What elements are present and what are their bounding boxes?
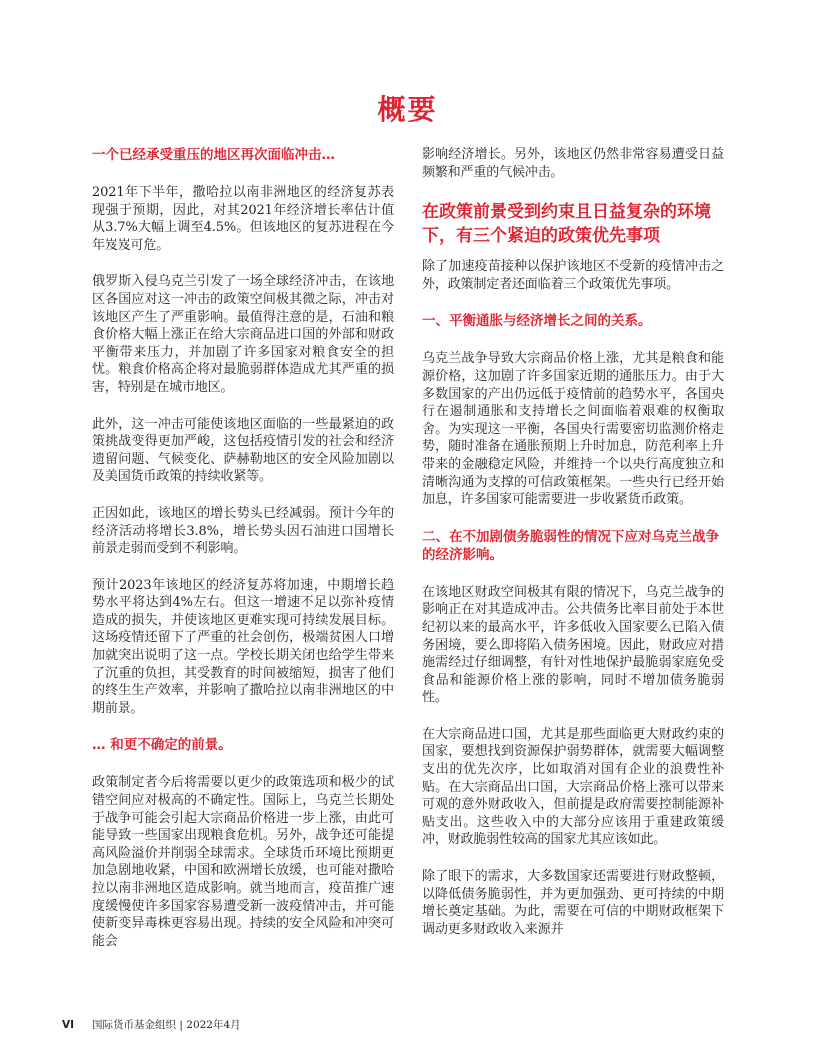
paragraph-2023-outlook: 预计2023年该地区的经济复苏将加速，中期增长趋势水平将达到4%左右。但这一增速不足以弥补疫情造成的损失，并使该地区更难实现可持续发展目标。这场疫情还留下了严重的社会创伤，极端贫困人口增加就突出说明了这一点。学校长期关闭也给学生带来了沉重的负担，其受教育的时间被缩短，损害了他们的终生生产效率，并影响了撒哈拉以南非洲地区的中期前景。 — [92, 577, 394, 716]
section-heading-pressure: 一个已经承受重压的地区再次面临冲击… — [92, 147, 335, 163]
right-column — [422, 146, 724, 957]
footer-publication: 国际货币基金组织 | 2022年4月 — [92, 1019, 241, 1031]
paragraph-recovery: 2021年下半年，撒哈拉以南非洲地区的经济复苏表现强于预期，因此，对其2021年经济增长率估计值从3.7%大幅上调至4.5%。但该地区的复苏进程在今年岌岌可危。 — [92, 185, 394, 253]
section-heading-priorities: 在政策前景受到约束且日益复杂的环境下，有三个紧迫的政策优先事项 — [422, 202, 711, 247]
subheading-inflation-growth: 一、平衡通胀与经济增长之间的关系。 — [422, 313, 652, 330]
paragraph-inflation: 乌克兰战争导致大宗商品价格上涨，尤其是粮食和能源价格，这加剧了许多国家近期的通胀压力。由于大多数国家的产出仍远低于疫情前的趋势水平，各国央行在遏制通胀和支持增长之间面临着艰难的权衡取舍。为实现这一平衡，各国央行需要密切监测价格走势，随时准备在通胀预期上升时加息，防范利率上升带来的金融稳定风险，并维持一个以央行高度独立和清晰沟通为支撑的可信政策框架。一些央行已经开始加息，许多国家可能需要进一步收紧货币政策。 — [422, 351, 724, 508]
page-footer — [62, 1017, 241, 1032]
paragraph-priorities-intro: 除了加速疫苗接种以保护该地区不受新的疫情冲击之外，政策制定者还面临着三个政策优先事项。 — [422, 259, 724, 292]
paragraph-fiscal-space: 在该地区财政空间极其有限的情况下，乌克兰战争的影响正在对其造成冲击。公共债务比率目前处于本世纪初以来的最高水平，许多低收入国家要么已陷入债务困境，要么即将陷入债务困境。因此，财政应对措施需经过仔细调整，有针对性地保护最脆弱家庭免受食品和能源价格上涨的影响，同时不增加债务脆弱性。 — [422, 584, 724, 706]
paragraph-commodity-importers: 在大宗商品进口国，尤其是那些面临更大财政约束的国家，要想找到资源保护弱势群体，就需要大幅调整支出的优先次序，比如取消对国有企业的浪费性补贴。在大宗商品出口国，大宗商品价格上涨可以带来可观的意外财政收入，但前提是政府需要控制能源补贴支出。这些收入中的大部分应该用于重建政策缓冲，财政脆弱性较高的国家尤其应该如此。 — [422, 726, 724, 848]
paragraph-climate-shocks: 影响经济增长。另外，该地区仍然非常容易遭受日益频繁和严重的气候冲击。 — [422, 147, 724, 180]
paragraph-fiscal-consolidation: 除了眼下的需求，大多数国家还需要进行财政整顿，以降低债务脆弱性，并为更加强劲、更可持续的中期增长奠定基础。为此，需要在可信的中期财政框架下调动更多财政收入来源并 — [422, 869, 724, 937]
paragraph-ukraine-shock: 俄罗斯入侵乌克兰引发了一场全球经济冲击，在该地区各国应对这一冲击的政策空间极其微之际，冲击对该地区产生了严重影响。最值得注意的是，石油和粮食价格大幅上涨正在给大宗商品进口国的外部和财政平衡带来压力，并加剧了许多国家对粮食安全的担忧。粮食价格高企将对最脆弱群体造成尤其严重的损害，特别是在城市地区。 — [92, 274, 394, 395]
section-heading-uncertain: … 和更不确定的前景。 — [92, 737, 232, 754]
subheading-debt-vulnerability: 二、在不加剧债务脆弱性的情况下应对乌克兰战争的经济影响。 — [422, 528, 719, 563]
paragraph-growth-momentum: 正因如此，该地区的增长势头已经减弱。预计今年的经济活动将增长3.8%，增长势头因石油进口国增长前景走弱而受到不利影响。 — [92, 505, 394, 557]
paragraph-uncertainty: 政策制定者今后将需要以更少的政策选项和极少的试错空间应对极高的不确定性。国际上，乌克兰长期处于战争可能会引起大宗商品价格进一步上涨，由此可能导致一些国家出现粮食危机。另外，战争还可能提高风险溢价并削弱全球需求。全球货币环境比预期更加急剧地收紧，中国和欧洲增长放缓，也可能对撒哈拉以南非洲地区造成影响。就当地而言，疫苗推广速度缓慢使许多国家容易遭受新一波疫情冲击，并可能使新变异毒株更容易出现。持续的安全风险和冲突可能会 — [92, 775, 394, 949]
page-number: VI — [62, 1018, 75, 1031]
left-column — [92, 146, 394, 969]
page-title: 概要 — [377, 93, 438, 126]
paragraph-policy-challenges: 此外，这一冲击可能使该地区面临的一些最紧迫的政策挑战变得更加严峻，这包括疫情引发的社会和经济遗留问题、气候变化、萨赫勒地区的安全风险加剧以及美国货币政策的持续收紧等。 — [92, 416, 394, 485]
